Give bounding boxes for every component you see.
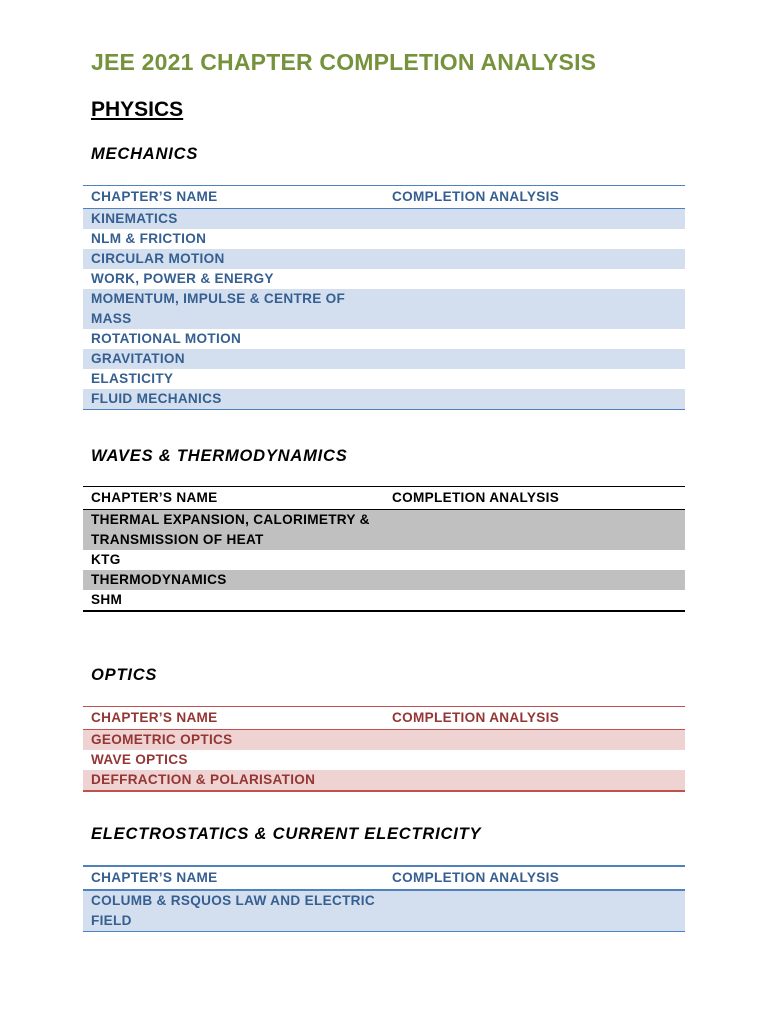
- completion-cell[interactable]: [384, 550, 685, 570]
- header-completion-analysis: COMPLETION ANALYSIS: [384, 866, 685, 890]
- completion-cell[interactable]: [384, 329, 685, 349]
- table-row: [83, 590, 685, 611]
- chapter-name: KINEMATICS: [83, 209, 384, 230]
- table-header-row: [83, 487, 685, 510]
- table-row: [83, 349, 685, 369]
- header-chapter-name: CHAPTER’S NAME: [83, 866, 384, 890]
- table-row: [83, 329, 685, 349]
- table-row: [83, 389, 685, 410]
- section-title-electrostatics: ELECTROSTATICS & CURRENT ELECTRICITY: [91, 825, 482, 843]
- table-row: [83, 570, 685, 590]
- table-row: [83, 730, 685, 751]
- table-row: [83, 289, 685, 329]
- chapter-name: NLM & FRICTION: [91, 231, 207, 246]
- completion-cell[interactable]: [384, 750, 685, 770]
- section-title-waves-thermodynamics: WAVES & THERMODYNAMICS: [91, 447, 348, 465]
- chapter-name: DEFFRACTION & POLARISATION: [83, 770, 384, 791]
- completion-cell[interactable]: [384, 289, 685, 329]
- chapter-name: MOMENTUM, IMPULSE & CENTRE OF MASS: [83, 289, 384, 329]
- section-title-optics: OPTICS: [91, 666, 158, 684]
- chapter-name: COLUMB & RSQUOS LAW AND ELECTRIC FIELD: [83, 890, 384, 932]
- completion-cell[interactable]: [384, 349, 685, 369]
- completion-cell[interactable]: [384, 590, 685, 611]
- table-row: [83, 550, 685, 570]
- table-header-row: [83, 866, 685, 890]
- table-row: [83, 369, 685, 389]
- table-row: [83, 209, 685, 230]
- chapter-name: THERMAL EXPANSION, CALORIMETRY & TRANSMISSION OF HEAT: [83, 510, 384, 551]
- completion-cell[interactable]: [384, 369, 685, 389]
- header-chapter-name: CHAPTER’S NAME: [83, 707, 384, 730]
- table-row: [83, 890, 685, 932]
- table-optics: [83, 706, 685, 792]
- table-row: [83, 249, 685, 269]
- table-row: [83, 229, 685, 249]
- table-electrostatics: [83, 865, 685, 932]
- completion-cell[interactable]: [384, 570, 685, 590]
- completion-cell[interactable]: [384, 209, 685, 230]
- header-completion-analysis: COMPLETION ANALYSIS: [384, 487, 685, 510]
- chapter-name: KTG: [91, 552, 121, 567]
- completion-cell[interactable]: [384, 730, 685, 751]
- chapter-name: FLUID MECHANICS: [83, 389, 384, 410]
- chapter-name: CIRCULAR MOTION: [83, 249, 384, 269]
- completion-cell[interactable]: [384, 269, 685, 289]
- table-header-row: [83, 186, 685, 209]
- chapter-name: WAVE OPTICS: [91, 752, 188, 767]
- table-waves-thermodynamics: [83, 486, 685, 612]
- chapter-name: ROTATIONAL MOTION: [91, 331, 242, 346]
- completion-cell[interactable]: [384, 229, 685, 249]
- completion-cell[interactable]: [384, 389, 685, 410]
- completion-cell[interactable]: [384, 890, 685, 932]
- header-chapter-name: CHAPTER’S NAME: [83, 487, 384, 510]
- chapter-name: GRAVITATION: [83, 349, 384, 369]
- completion-cell[interactable]: [384, 770, 685, 791]
- table-mechanics: [83, 185, 685, 410]
- chapter-name: THERMODYNAMICS: [83, 570, 384, 590]
- completion-cell[interactable]: [384, 249, 685, 269]
- header-completion-analysis: COMPLETION ANALYSIS: [384, 707, 685, 730]
- table-header-row: [83, 707, 685, 730]
- completion-cell[interactable]: [384, 510, 685, 551]
- chapter-name: GEOMETRIC OPTICS: [83, 730, 384, 751]
- chapter-name: ELASTICITY: [91, 371, 174, 386]
- subject-heading: PHYSICS: [91, 98, 184, 121]
- table-row: [83, 750, 685, 770]
- chapter-name: SHM: [91, 592, 123, 607]
- table-row: [83, 510, 685, 551]
- table-row: [83, 269, 685, 289]
- header-completion-analysis: COMPLETION ANALYSIS: [384, 186, 685, 209]
- header-chapter-name: CHAPTER’S NAME: [83, 186, 384, 209]
- table-row: [83, 770, 685, 791]
- document-title: JEE 2021 CHAPTER COMPLETION ANALYSIS: [91, 49, 597, 75]
- section-title-mechanics: MECHANICS: [91, 145, 199, 163]
- chapter-name: WORK, POWER & ENERGY: [91, 271, 274, 286]
